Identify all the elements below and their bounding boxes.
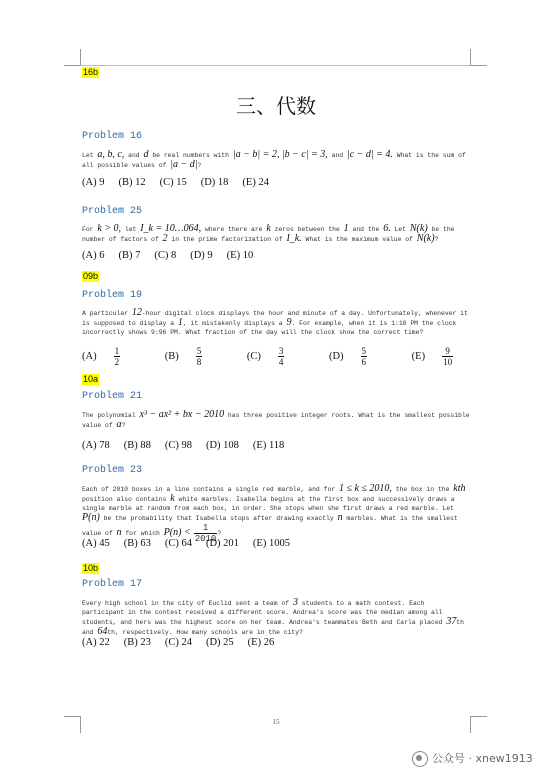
answer-choices: (A) 9 (B) 12 (C) 15 (D) 18 (E) 24: [82, 177, 269, 188]
problem-title: Problem 17: [82, 579, 143, 590]
page-number: 15: [272, 718, 280, 726]
answer-choices: (A) $\frac{1}{2}$ (B) $\frac{5}{8}$ (C) $\frac{3}{4}$ (D) $\frac{5}{6}$ (E) $\frac{9}{10}$: [82, 346, 453, 367]
tag-10a: 10a: [83, 374, 99, 384]
problem-title: Problem 21: [82, 391, 143, 402]
problem-text: The polynomial x³ − ax² + bx − 2010 has three positive integer roots. What is the smallest possible value of a?: [82, 409, 470, 430]
answer-choices: (A) 6 (B) 7 (C) 8 (D) 9 (E) 10: [82, 250, 254, 261]
problem-text: Every high school in the city of Euclid sent a team of 3 students to a math contest. Each participant in the contest received a different score. Andrea's score was the median among all students, and hers was the highest score on her team. Andrea's teammates Beth and Carla placed 37th and 64th, respectively. How many schools are in the city?: [82, 597, 464, 637]
problem-text: Each of 2010 boxes in a line contains a single red marble, and for 1 ≤ k ≤ 2010, the box in the kth position also contains k white marbles. Isabella begins at the first box and successively draws a single marble at random from each box, in order. She stops when she first draws a red marble. Let P(n) be the probability that Isabella stops after drawing exactly n marbles. What is the smallest value of n for which P(n) < $\frac{1}{2010}$ ?: [82, 483, 466, 544]
tag-09b: 09b: [83, 271, 99, 281]
header-rule: [80, 65, 470, 66]
wechat-icon: [412, 751, 428, 767]
tag-10b: 10b: [83, 563, 99, 573]
problem-text: Let a, b, c, and d be real numbers with |a − b| = 2, |b − c| = 3, and |c − d| = 4. What is the sum of all possible values of |a − d|?: [82, 149, 466, 170]
problem-text: For k > 0, let I_k = 10…064, where there are k zeros between the 1 and the 6. Let N(k) be the number of factors of 2 in the prime factorization of I_k. What is the maximum value of N(k)?: [82, 223, 455, 244]
tag-16b: 16b: [83, 67, 99, 77]
problem-text: A particular 12-hour digital clock displays the hour and minute of a day. Unfortunately, whenever it is supposed to display a 1, it mistakenly displays a 9. For example, when it is 1:16 PM the clock incorrectly shows 9:96 PM. What fraction of the day will the clock show the correct time?: [82, 307, 468, 336]
problem-title: Problem 25: [82, 206, 143, 217]
crop-mark: [470, 49, 487, 66]
watermark: [412, 750, 533, 767]
problem-title: Problem 23: [82, 465, 143, 476]
section-title: 三、代数: [236, 94, 316, 118]
problem-title: Problem 19: [82, 290, 143, 301]
watermark-text: 公众号 · xnew1913: [432, 752, 533, 765]
answer-choices: (A) 22 (B) 23 (C) 24 (D) 25 (E) 26: [82, 637, 275, 648]
answer-choices: (A) 78 (B) 88 (C) 98 (D) 108 (E) 118: [82, 440, 285, 451]
problem-title: Problem 16: [82, 131, 143, 142]
answer-choices: (A) 45 (B) 63 (C) 64 (D) 201 (E) 1005: [82, 538, 290, 549]
crop-mark: [64, 49, 81, 66]
